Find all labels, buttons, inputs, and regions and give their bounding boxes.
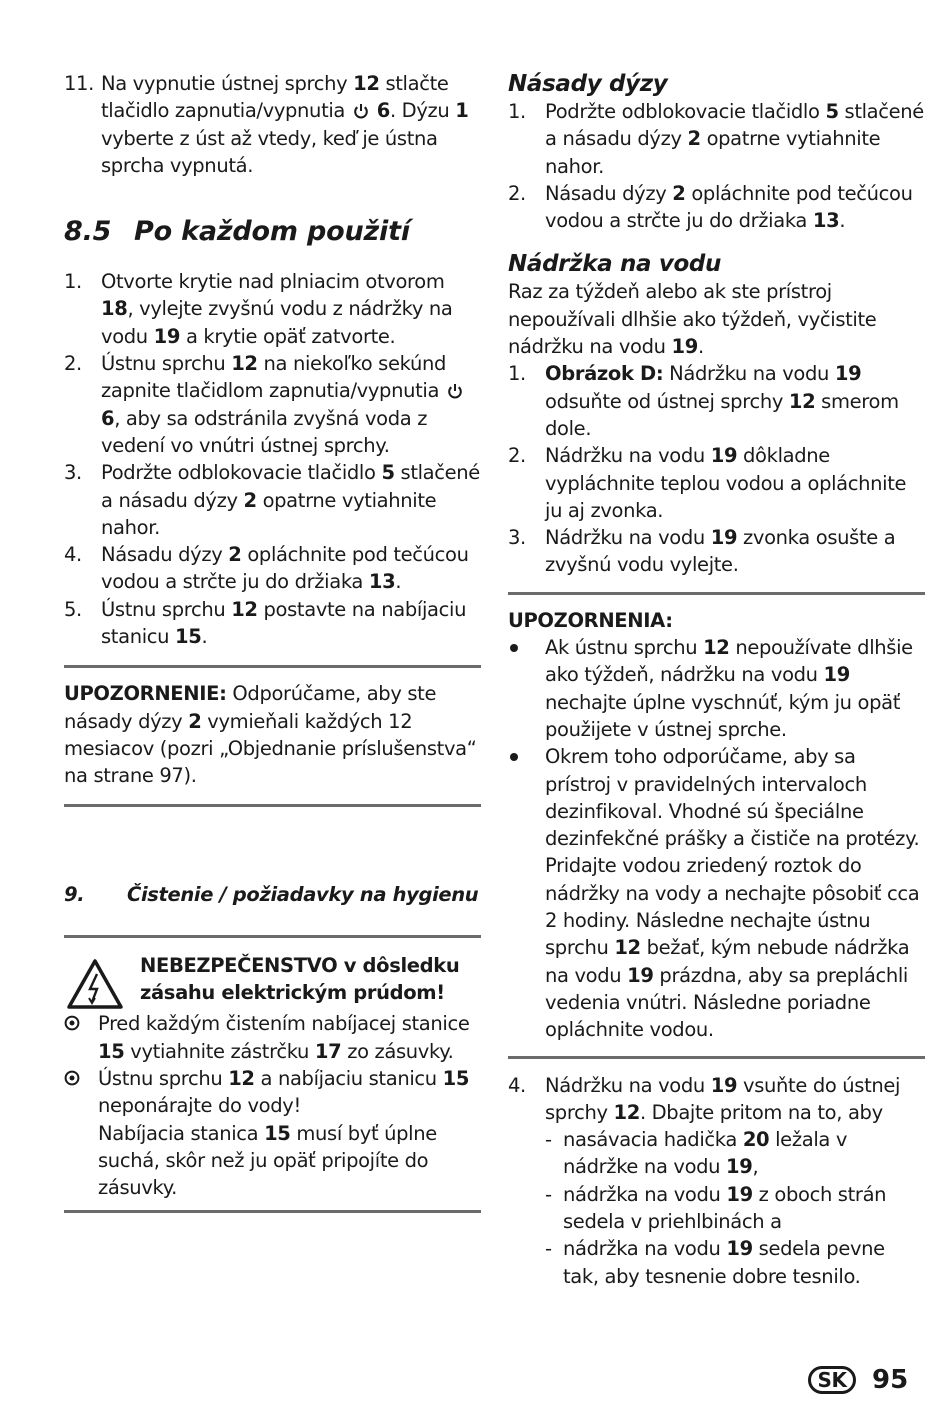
list-item: Pred každým čistením nabíjacej stanice 15 vytiahnite zástrčku 17 zo zásuvky. xyxy=(64,1010,481,1065)
language-badge: SK xyxy=(808,1366,856,1394)
danger-list xyxy=(64,1010,481,1201)
list-item: - nasávacia hadička 20 ležala v nádržke na vodu 19, xyxy=(545,1128,848,1179)
step-list-continued xyxy=(64,70,481,179)
bullet-dot xyxy=(510,644,518,652)
list-item: 2. Ústnu sprchu 12 na niekoľko sekúnd zapnite tlačidlom zapnutia/vypnutia 6, aby sa odstránila zvyšná voda z vedení vo vnútri ústnej sprchy. xyxy=(64,350,481,459)
list-item: 1. Obrázok D: Nádržku na vodu 19 odsuňte od ústnej sprchy 12 smerom dole. xyxy=(508,362,899,440)
power-icon xyxy=(353,103,369,119)
chapter-heading-9: 9. Čistenie / požiadavky na hygienu xyxy=(64,882,479,906)
list-item: 3. Nádržku na vodu 19 zvonka osušte a zvyšnú vodu vylejte. xyxy=(508,526,896,577)
bullet-dot xyxy=(510,753,518,761)
list-item: Okrem toho odporúčame, aby sa prístroj v pravidelných intervaloch dezinfikoval. Vhodné sú špeciálne dezinfekčné prášky a čističe na protézy. Pridajte vodou zriedený roztok do nádržky na vody a nechajte pôsobiť cca 2 hodiny. Následne nechajte ústnu sprchu 12 bežať, kým nebude nádržka na vodu 19 prázdna, aby sa prepláchli vedenia vnútri. Následne poriadne opláchnite vodou. xyxy=(508,743,925,1043)
bullet-circle-icon xyxy=(64,1070,80,1086)
dash-list xyxy=(545,1126,925,1290)
after-use-steps xyxy=(64,268,481,650)
list-item: 3. Podržte odblokovacie tlačidlo 5 stlačené a násadu dýzy 2 opatrne vytiahnite nahor. xyxy=(64,461,480,539)
water-tank-intro: Raz za týždeň alebo ak ste prístroj nepoužívali dlhšie ako týždeň, vyčistite nádržku na vodu 19. xyxy=(508,280,877,359)
divider xyxy=(64,1210,481,1213)
note-replace-nozzle: UPOZORNENIE: Odporúčame, aby ste násady dýzy 2 vymieňali každých 12 mesiacov (pozri „Objednanie príslušenstva“ na strane 97). xyxy=(64,682,477,788)
list-item: - nádržka na vodu 19 z oboch strán sedela v priehlbinách a xyxy=(545,1182,887,1233)
danger-warning: NEBEZPEČENSTVO v dôsledku zásahu elektrickým prúdom! xyxy=(64,952,481,1007)
list-item: 1. Podržte odblokovacie tlačidlo 5 stlačené a násadu dýzy 2 opatrne vytiahnite nahor. xyxy=(508,100,924,178)
water-tank-steps xyxy=(508,360,925,578)
list-item: 2. Násadu dýzy 2 opláchnite pod tečúcou vodou a strčte ju do držiaka 13. xyxy=(508,181,913,233)
list-item: 5. Ústnu sprchu 12 postavte na nabíjaciu stanicu 15. xyxy=(64,597,467,649)
list-item: 4. Násadu dýzy 2 opláchnite pod tečúcou vodou a strčte ju do držiaka 13. xyxy=(64,543,469,594)
list-item: 11. Na vypnutie ústnej sprchy 12 stlačte tlačidlo zapnutia/vypnutia 6. Dýzu 1 vyberte z úst až vtedy, keď je ústna sprcha vypnutá. xyxy=(64,72,469,177)
list-item: 4. Nádržku na vodu 19 vsuňte do ústnej sprchy 12. Dbajte pritom na to, aby - nasávacia hadička 20 ležala v nádržke na vodu 19, - nádržka na vodu 19 z oboch strán sedela v priehlbinách a - nádržka na vodu 19 sedela pevne tak, aby tesnenie dobre tesnilo. xyxy=(508,1072,925,1290)
right-column xyxy=(508,70,925,1290)
subheading-water-tank: Nádržka na vodu xyxy=(508,251,722,278)
left-column xyxy=(64,70,481,1213)
electric-shock-warning-icon xyxy=(66,958,124,1010)
reinsert-tank-step xyxy=(508,1072,925,1290)
notes-list xyxy=(508,634,925,1043)
list-item: Ak ústnu sprchu 12 nepoužívate dlhšie ako týždeň, nádržku na vodu 19 nechajte úplne vyschnúť, kým ju opäť použijete v ústnej sprche. xyxy=(508,634,925,743)
page-number: 95 xyxy=(872,1365,909,1395)
bullet-circle-icon xyxy=(64,1015,80,1031)
subheading-nozzle-attachments: Násady dýzy xyxy=(508,71,668,97)
list-item: Ústnu sprchu 12 a nabíjaciu stanicu 15 neponárajte do vody! Nabíjacia stanica 15 musí byť úplne suchá, skôr než ju opäť pripojíte do zásuvky. xyxy=(64,1065,481,1201)
nozzle-steps xyxy=(508,98,925,234)
list-item: - nádržka na vodu 19 sedela pevne tak, aby tesnenie dobre tesnilo. xyxy=(545,1237,885,1288)
page-footer xyxy=(808,1365,908,1395)
power-icon xyxy=(447,383,463,399)
notes-label: UPOZORNENIA: xyxy=(508,608,673,632)
section-heading-8-5: 8.5 Po každom použití xyxy=(64,216,410,248)
list-item: 2. Nádržku na vodu 19 dôkladne vypláchnite teplou vodou a opláchnite ju aj zvonka. xyxy=(508,444,907,522)
list-item: 1. Otvorte krytie nad plniacim otvorom 18, vylejte zvyšnú vodu z nádržky na vodu 19 a krytie opäť zatvorte. xyxy=(64,270,453,348)
